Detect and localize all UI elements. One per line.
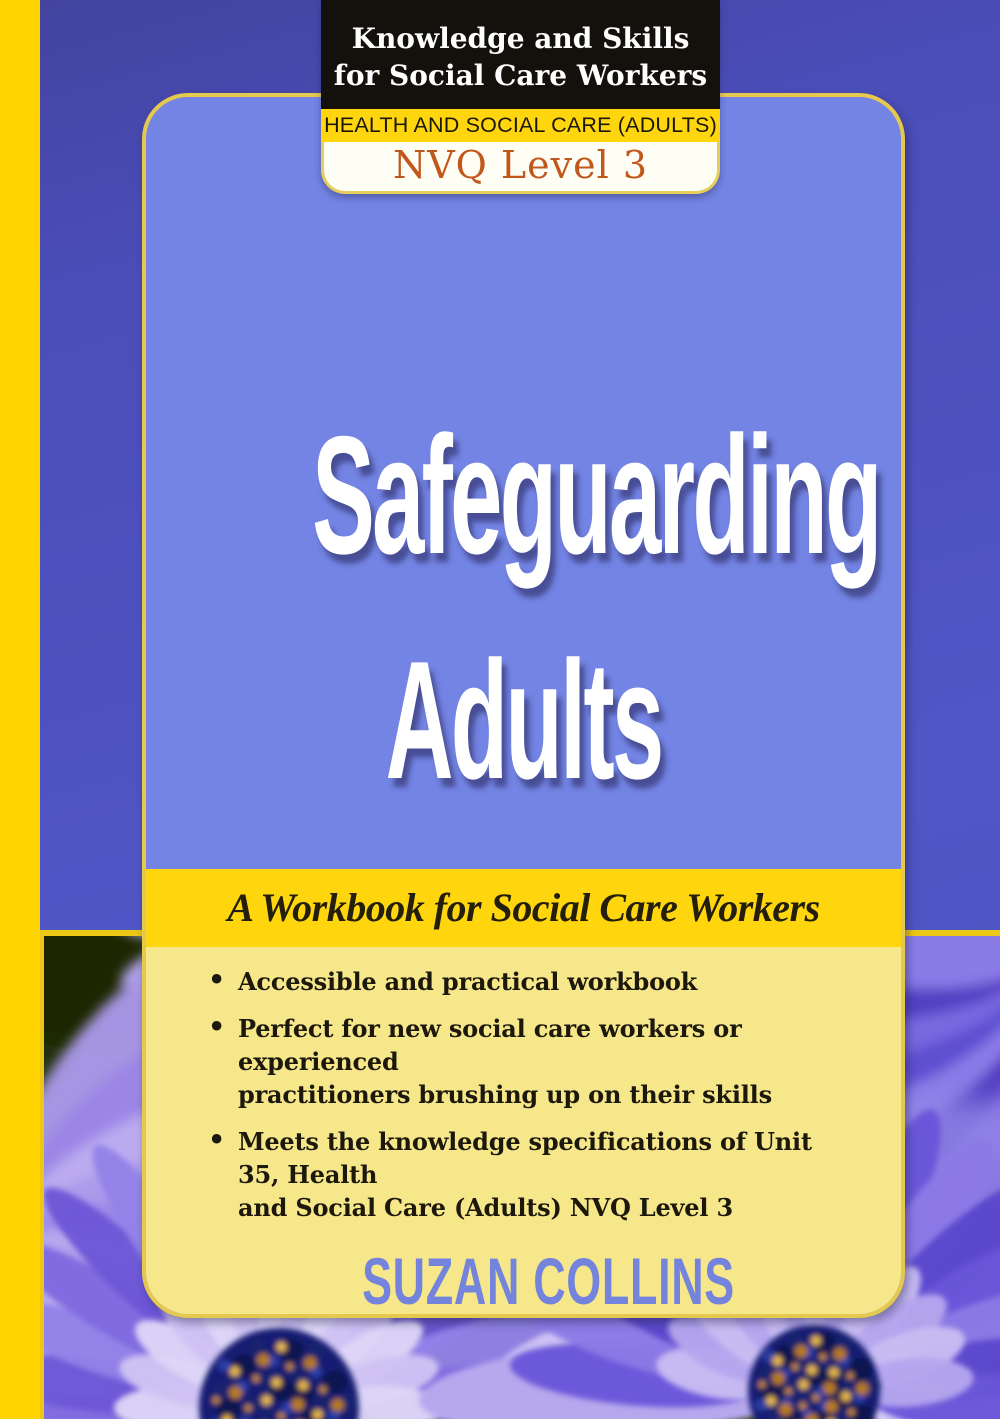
series-strapline: HEALTH AND SOCIAL CARE (ADULTS) [321, 109, 720, 142]
series-level: NVQ Level 3 [392, 143, 648, 187]
bullet-line: • Accessible and practical workbook [238, 967, 698, 996]
series-header [321, 0, 720, 194]
series-level-box [321, 142, 720, 194]
title-area [146, 97, 901, 869]
bullet-line: • Meets the knowledge specifications of Unit 35, Health [238, 1127, 812, 1189]
yellow-edge-strip [0, 0, 40, 1419]
bullet-line: and Social Care (Adults) NVQ Level 3 [238, 1193, 733, 1222]
series-title-line2: for Social Care Workers [333, 59, 708, 92]
series-title-box [321, 0, 720, 109]
book-title-line1: Safeguarding [312, 401, 880, 589]
author-name: SUZAN COLLINS [362, 1244, 735, 1318]
bullet-item [238, 965, 859, 998]
main-panel [142, 93, 905, 1318]
bullet-line: • Perfect for new social care workers or experienced [238, 1014, 742, 1076]
selling-points-list [238, 965, 859, 1224]
bullet-item [238, 1012, 859, 1111]
bullet-line: practitioners brushing up on their skills [238, 1080, 772, 1109]
series-title-line1: Knowledge and Skills [351, 22, 690, 55]
subtitle-band [146, 869, 901, 947]
bullet-item [238, 1125, 859, 1224]
book-title [312, 97, 880, 833]
book-title-line2: Adults [385, 626, 662, 814]
book-subtitle: A Workbook for Social Care Workers [227, 885, 820, 930]
details-area [146, 947, 901, 1318]
